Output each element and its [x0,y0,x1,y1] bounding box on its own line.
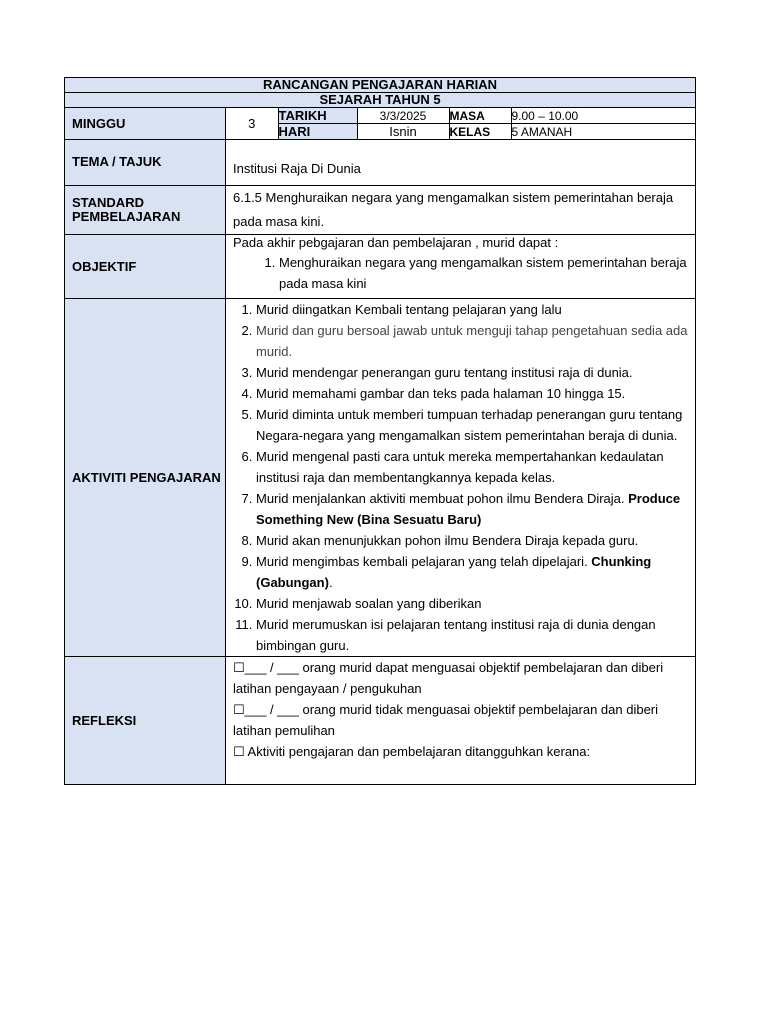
plan-subtitle: SEJARAH TAHUN 5 [65,93,696,108]
aktiviti-item [256,446,689,488]
aktiviti-item-after: . [328,575,333,590]
aktiviti-item-text: Murid diminta untuk memberi tumpuan terhadap penerangan guru tentang Negara-negara yang mengamalkan sistem pemerintahan beraja di dunia. [256,407,683,443]
tema-label: TEMA / TAJUK [65,140,226,186]
standard-label: STANDARD PEMBELAJARAN [65,186,226,235]
aktiviti-item-text: Murid mengimbas kembali pelajaran yang telah dipelajari. [256,554,592,569]
refleksi-line: ☐___ / ___ orang murid dapat menguasai objektif pembelajaran dan diberi latihan pengayaan / pengukuhan [233,660,664,696]
objektif-intro: Pada akhir pebgajaran dan pembelajaran , murid dapat : [233,235,559,250]
lesson-plan-table [64,77,696,785]
minggu-label: MINGGU [65,108,226,140]
minggu-value: 3 [226,108,278,139]
objektif-cell [226,235,696,299]
aktiviti-item [256,551,689,593]
aktiviti-item [256,299,689,320]
kelas-label: KELAS [449,124,511,140]
aktiviti-item [256,383,689,404]
refleksi-line: ☐ Aktiviti pengajaran dan pembelajaran ditangguhkan kerana: [233,744,591,759]
aktiviti-list [233,299,689,656]
aktiviti-item [256,614,689,656]
aktiviti-item [256,530,689,551]
info-cell [226,108,696,140]
aktiviti-item-text: Murid menjawab soalan yang diberikan [256,596,482,611]
kelas-value: 5 AMANAH [511,124,696,140]
aktiviti-item-text: Murid mengenal pasti cara untuk mereka mempertahankan kedaulatan institusi raja dan membentangkannya kepada kelas. [256,449,664,485]
tarikh-value: 3/3/2025 [357,108,449,124]
standard-value: 6.1.5 Menghuraikan negara yang mengamalkan sistem pemerintahan beraja pada masa kini. [226,186,696,235]
tema-value: Institusi Raja Di Dunia [226,140,696,186]
masa-label: MASA [449,108,511,124]
aktiviti-item-text: Murid mendengar penerangan guru tentang institusi raja di dunia. [256,365,633,380]
aktiviti-item [256,404,689,446]
hari-label: HARI [278,124,357,140]
refleksi-label: REFLEKSI [65,657,226,785]
objektif-list [233,252,689,294]
masa-value: 9.00 – 10.00 [511,108,696,124]
aktiviti-item-text: Murid akan menunjukkan pohon ilmu Bendera Diraja kepada guru. [256,533,639,548]
aktiviti-item-text: Murid diingatkan Kembali tentang pelajaran yang lalu [256,302,562,317]
aktiviti-item-text: Murid menjalankan aktiviti membuat pohon ilmu Bendera Diraja. [256,491,629,506]
objektif-label: OBJEKTIF [65,235,226,299]
aktiviti-item [256,488,689,530]
aktiviti-item-bold: Produce Something New (Bina Sesuatu Baru) [256,491,681,527]
aktiviti-item-text: Murid dan guru bersoal jawab untuk menguji tahap pengetahuan sedia ada murid. [256,323,688,359]
aktiviti-label: AKTIVITI PENGAJARAN [65,299,226,657]
aktiviti-item-text: Murid merumuskan isi pelajaran tentang institusi raja di dunia dengan bimbingan guru. [256,617,656,653]
plan-title: RANCANGAN PENGAJARAN HARIAN [65,78,696,93]
aktiviti-cell [226,299,696,657]
aktiviti-item [256,320,689,362]
hari-value: Isnin [357,124,449,140]
tarikh-label: TARIKH [278,108,357,124]
refleksi-line: ☐___ / ___ orang murid tidak menguasai objektif pembelajaran dan diberi latihan pemulihan [233,702,659,738]
refleksi-cell [226,657,696,785]
aktiviti-item-bold: Chunking (Gabungan) [256,554,652,590]
aktiviti-item-text: Murid memahami gambar dan teks pada halaman 10 hingga 15. [256,386,626,401]
objektif-item: 1. Menghuraikan negara yang mengamalkan sistem pemerintahan beraja pada masa kini [279,252,689,294]
info-inner-table [226,108,696,139]
aktiviti-item [256,362,689,383]
aktiviti-item [256,593,689,614]
